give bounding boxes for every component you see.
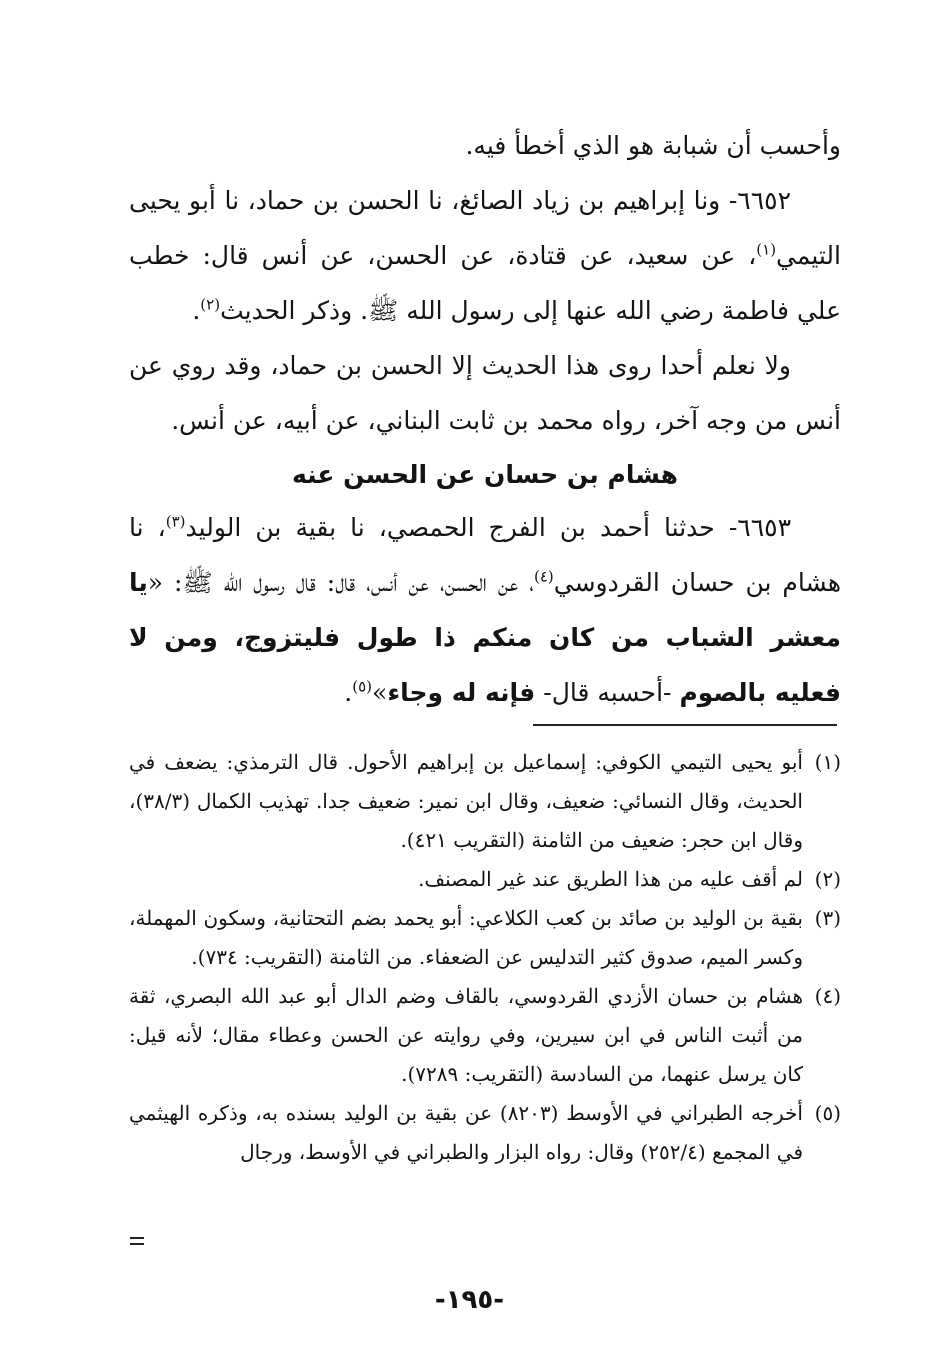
hadith-6653: ٦٦٥٣- حدثنا أحمد بن الفرج الحمصي، نا بقية بن الوليد$^{(٣)}$، نا هشام بن حسان القردوسي$^{(٤)}$، عن الحسن، عن أنس، قال: قال رسول الله ﷺ: «يا معشر الشباب من كان منكم ذا طول فليتزوج، ومن لا فعليه بالصوم -أحسبه قال- فإنه له وجاء»$^{(٥)}$.	[129, 512, 841, 707]
footnote-number: (١)	[814, 750, 841, 774]
footnote-5	[129, 1094, 841, 1172]
hadith-matn-part-1: يا معشر الشباب من كان منكم ذا طول فليتزوج، ومن لا فعليه بالصوم	[129, 568, 841, 707]
footnote-number: (٣)	[814, 906, 841, 930]
paragraph-1: وأحسب أن شبابة هو الذي أخطأ فيه.	[465, 131, 841, 160]
footnote-number: (٢)	[814, 867, 841, 891]
footnote-text: لم أقف عليه من هذا الطريق عند غير المصنف.	[418, 867, 803, 891]
footnotes	[129, 743, 841, 1172]
footnote-text: أبو يحيى التيمي الكوفي: إسماعيل بن إبراهيم الأحول. قال الترمذي: يضعف في الحديث، وقال النسائي: ضعيف، وقال ابن نمير: ضعيف جدا. تهذيب الكمال (٣٨/٣)، وقال ابن حجر: ضعيف من الثامنة (التقريب ٤٢١).	[129, 750, 803, 852]
footnote-4	[129, 977, 841, 1094]
footnote-text: بقية بن الوليد بن صائد بن كعب الكلاعي: أبو يحمد بضم التحتانية، وسكون المهملة، وكسر الميم، صدوق كثير التدليس عن الضعفاء. من الثامنة (التقريب: ٧٣٤).	[129, 906, 803, 969]
footnote-ref-3[interactable]: (٣)	[165, 512, 186, 531]
footnote-ref-4[interactable]: (٤)	[533, 567, 554, 586]
footnote-number: (٤)	[814, 984, 841, 1008]
footnote-text: هشام بن حسان الأزدي القردوسي، بالقاف وضم الدال أبو عبد الله البصري، ثقة من أثبت الناس في ابن سيرين، وفي روايته عن الحسن وعطاء مقال؛ لأنه قيل: كان يرسل عنهما، من السادسة (التقريب: ٧٢٨٩).	[129, 984, 803, 1086]
footnote-1	[129, 743, 841, 860]
footnote-ref-2[interactable]: (٢)	[200, 295, 221, 314]
footnote-ref-1[interactable]: (١)	[756, 240, 777, 259]
footnote-2	[129, 860, 841, 899]
page-number: -١٩٥-	[434, 1285, 505, 1315]
hadith-matn-part-2: فإنه له وجاء	[387, 678, 536, 707]
hadith-6652: ٦٦٥٢- ونا إبراهيم بن زياد الصائغ، نا الحسن بن حماد، نا أبو يحيى التيمي$^{(١)}$، عن سعيد، عن قتادة، عن الحسن، عن أنس قال: خطب علي فاطمة رضي الله عنها إلى رسول الله ﷺ. وذكر الحديث$^{(٢)}$.	[129, 186, 841, 325]
main-text	[129, 118, 841, 720]
section-heading: هشام بن حسان عن الحسن عنه	[292, 460, 678, 489]
footnote-separator	[533, 724, 837, 726]
commentary-paragraph: ولا نعلم أحدا روى هذا الحديث إلا الحسن بن حماد، وقد روي عن أنس من وجه آخر، رواه محمد بن ثابت البناني، عن أبيه، عن أنس.	[129, 351, 841, 435]
continuation-mark	[130, 1237, 144, 1245]
footnote-3	[129, 899, 841, 977]
footnote-ref-5[interactable]: (٥)	[352, 677, 373, 696]
footnote-number: (٥)	[814, 1101, 841, 1125]
footnote-text: أخرجه الطبراني في الأوسط (٨٢٠٣) عن بقية بن الوليد بسنده به، وذكره الهيثمي في المجمع (٢٥٢/٤) وقال: رواه البزار والطبراني في الأوسط، ورجال	[129, 1101, 803, 1164]
